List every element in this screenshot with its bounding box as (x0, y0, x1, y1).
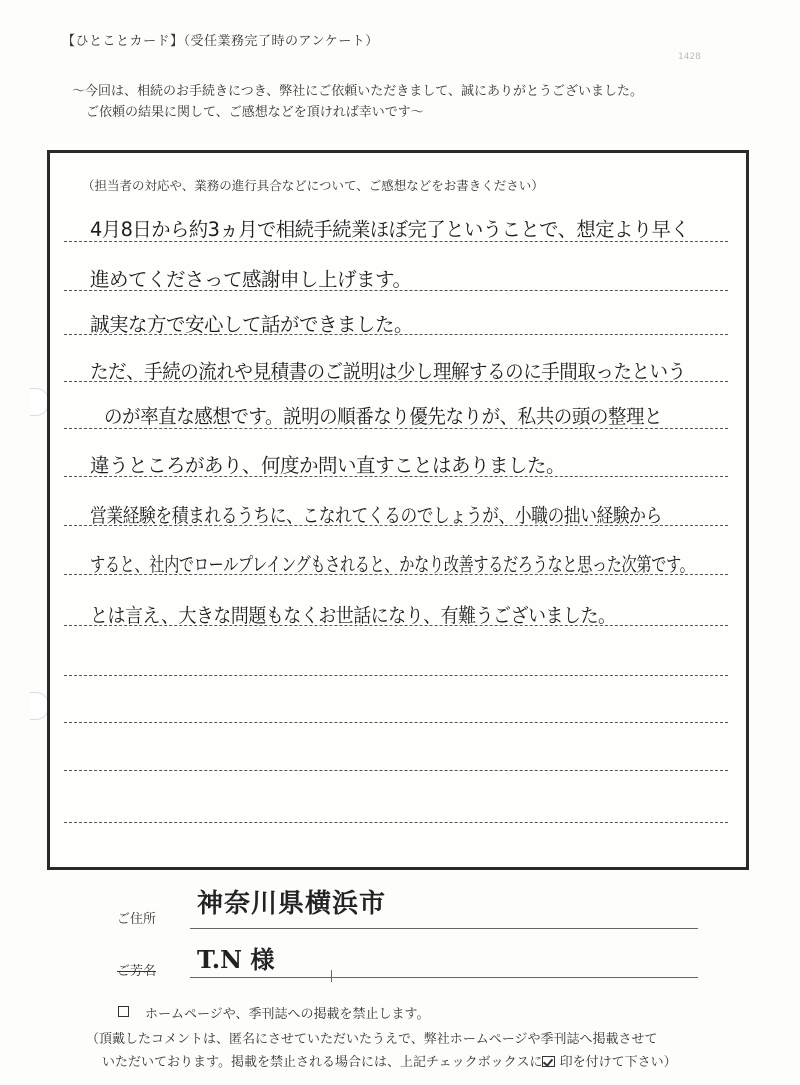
name-label: ご芳名 (117, 964, 157, 979)
publish-note-line-2 (102, 1051, 677, 1070)
checkmark-icon (542, 1056, 555, 1067)
name-underline (190, 977, 698, 978)
name-underline-tick (331, 970, 332, 982)
address-value: 神奈川県横浜市 (197, 889, 387, 919)
handwritten-comment-line: 進めてくださって感謝申し上げます。 (90, 268, 412, 291)
ruled-line (64, 822, 728, 823)
publish-note-line-1: （頂戴したコメントは、匿名にさせていただいたうえで、弊社ホームページや季刊誌へ掲載させて (86, 1032, 658, 1047)
publish-note-line-2a: いただいております。掲載を禁止される場合には、上記チェックボックスに (102, 1055, 543, 1070)
handwritten-comment-line: とは言え、大きな問題もなくお世話になり、有難うございました。 (90, 604, 616, 627)
handwritten-comment-line: 誠実な方で安心して話ができました。 (90, 313, 414, 336)
publish-note-line-2b: 印を付けて下さい） (555, 1055, 677, 1070)
intro-line-1: ～今回は、相続のお手続きにつき、弊社にご依頼いただきまして、誠にありがとうございました。 (72, 84, 643, 99)
intro-line-2: ご依頼の結果に関して、ご感想などを頂ければ幸いです～ (86, 105, 424, 120)
handwritten-comment-line: のが率直な感想です。説明の順番なり優先なりが、私共の頭の整理と (104, 405, 663, 428)
card-title: 【ひとことカード】（受任業務完了時のアンケート） (62, 34, 379, 49)
address-label: ご住所 (117, 912, 157, 927)
handwritten-comment-line: 4月8日から約3ヵ月で相続手続業ほぼ完了ということで、想定より早く (90, 218, 690, 241)
handwritten-comment-line: ただ、手続の流れや見積書のご説明は少し理解するのに手間取ったという (90, 360, 686, 383)
ruled-line (64, 770, 728, 771)
handwritten-comment-line: すると、社内でロールプレイングもされると、かなり改善するだろうなと思った次第です。 (90, 553, 695, 576)
publish-prohibit-checkbox[interactable] (118, 1006, 129, 1017)
address-underline (190, 928, 698, 929)
comment-prompt: （担当者の対応や、業務の進行具合などについて、ご感想などをお書きください） (82, 178, 544, 193)
handwritten-comment-line: 違うところがあり、何度か問い直すことはありました。 (90, 454, 566, 477)
publish-prohibit-label: ホームページや、季刊誌への掲載を禁止します。 (145, 1007, 430, 1022)
name-value: T.N 様 (197, 945, 275, 974)
ruled-line (64, 722, 728, 723)
handwritten-comment-line: 営業経験を積まれるうちに、こなれてくるのでしょうが、小職の拙い経験から (90, 504, 662, 527)
ruled-line (64, 675, 728, 676)
receipt-stamp: 1428 (678, 52, 701, 62)
